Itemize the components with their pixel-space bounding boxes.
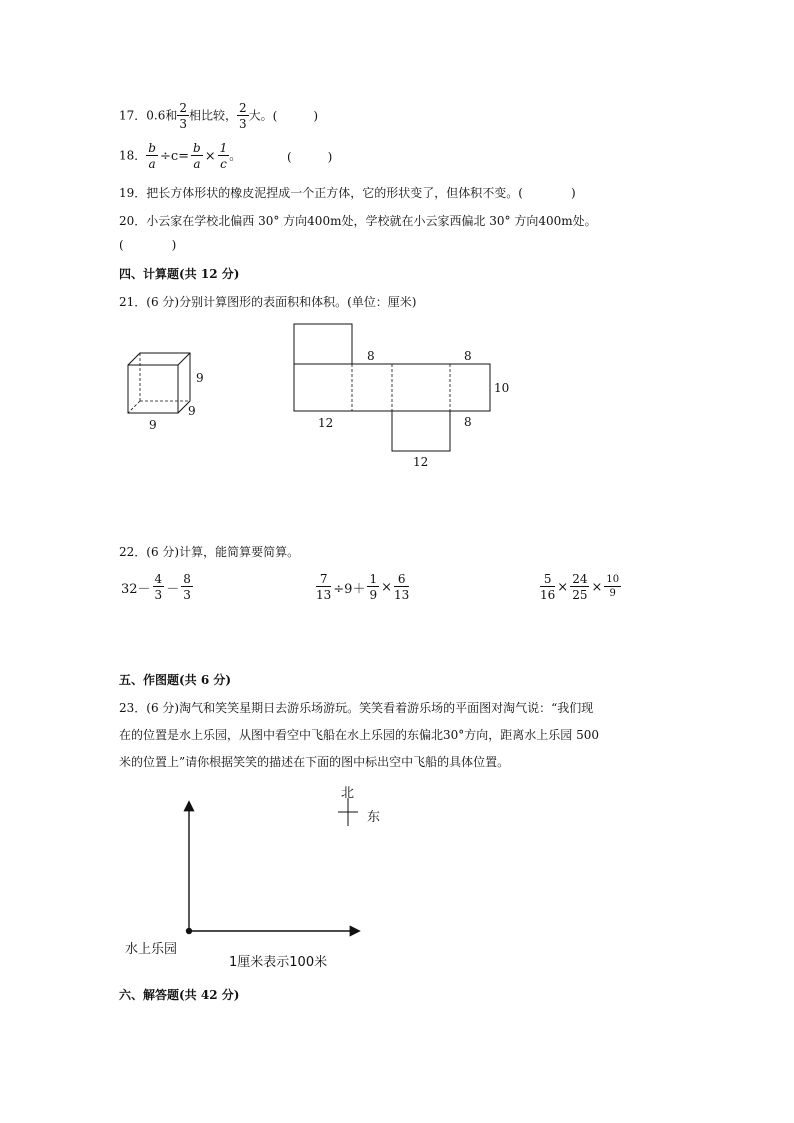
fraction-10-9: $\frac{10}{9}$: [606, 574, 620, 599]
origin-point: [186, 928, 192, 934]
box-net-figure: [290, 320, 500, 455]
question-22: 22．(6 分)计算，能简算要简算。: [119, 545, 300, 559]
net-label-10: 10: [494, 381, 510, 395]
map-figure: [160, 795, 370, 940]
q20-answer-blank[interactable]: ( ): [119, 238, 177, 252]
cube-figure: [118, 345, 228, 435]
fraction-7-13: $\frac{7}{13}$: [316, 572, 332, 602]
cube-hidden-depth: [128, 401, 140, 413]
expr1-lead: 32－: [121, 581, 151, 597]
fraction-6-13: $\frac{6}{13}$: [394, 572, 410, 602]
net-label-12-left: 12: [318, 416, 334, 430]
fraction-8-3: $\frac{8}{3}$: [183, 572, 191, 602]
question-19: [119, 184, 576, 201]
fraction-5-16: $\frac{5}{16}$: [540, 572, 556, 602]
question-17: [119, 102, 318, 130]
question-20: 20．小云家在学校北偏西 30° 方向400m处，学校就在小云家西偏北 30° 方向400m处。: [119, 214, 597, 228]
net-label-12-bottom: 12: [413, 455, 429, 469]
compass-east-label: 东: [367, 810, 381, 825]
net-label-8-right: 8: [464, 349, 472, 363]
question-23-line-3: 米的位置上”请你根据笑笑的描述在下面的图中标出空中飞船的具体位置。: [119, 755, 510, 769]
section-5-title: 五、作图题(共 6 分): [119, 673, 232, 687]
origin-label: 水上乐园: [125, 942, 178, 957]
net-top-face: [294, 324, 352, 364]
fraction-1-over-c: $\frac{1}{c}$: [219, 141, 228, 171]
section-4-title: 四、计算题(共 12 分): [119, 267, 240, 281]
fraction-4-3: $\frac{4}{3}$: [154, 572, 163, 602]
fraction-b-over-a: $\frac{b}{a}$: [148, 141, 156, 171]
q18-answer-blank[interactable]: ( ): [287, 150, 333, 164]
q19-text: 19．把长方体形状的橡皮泥捏成一个正方体，它的形状变了，但体积不变。: [119, 186, 519, 200]
compass-north-label: 北: [341, 786, 355, 801]
expr3-times-2: ×: [591, 579, 603, 595]
net-bottom-face: [392, 411, 450, 451]
q18-end: 。: [229, 148, 242, 163]
net-label-8-lower: 8: [464, 415, 472, 429]
q18-times: ×: [204, 148, 216, 164]
question-23-line-1: 23．(6 分)淘气和笑笑星期日去游乐场游玩。笑笑看着游乐场的平面图对淘气说：“我们现: [119, 701, 594, 715]
question-23-line-2: 在的位置是水上乐园，从图中看空中飞船在水上乐园的东偏北30°方向，距离水上乐园 500: [119, 728, 599, 742]
net-label-8-left: 8: [367, 349, 375, 363]
fraction-24-25: $\frac{24}{25}$: [572, 572, 588, 602]
fraction-b-over-a-2: $\frac{b}{a}$: [193, 141, 201, 171]
expr1-minus: －: [166, 581, 180, 597]
scale-label: 1厘米表示100米: [229, 955, 328, 970]
q19-answer-blank[interactable]: ( ): [518, 186, 576, 200]
cube-label-height: 9: [196, 371, 204, 385]
expression-1: [119, 573, 193, 601]
q18-divide: ÷c=: [159, 148, 190, 164]
expr2-div-plus: ÷9＋: [333, 581, 366, 597]
expression-2: [316, 573, 409, 601]
q17-middle: 相比较，: [189, 108, 238, 123]
cube-top-right-edge: [178, 353, 190, 365]
fraction-1-9: $\frac{1}{9}$: [369, 572, 378, 602]
q18-number: 18．: [119, 148, 147, 163]
q17-post: 大。: [248, 108, 273, 123]
expr2-times: ×: [381, 579, 392, 595]
expression-3: [540, 573, 621, 601]
fraction-two-thirds: $\frac{2}{3}$: [179, 101, 187, 131]
expr3-times-1: ×: [557, 579, 569, 595]
fraction-two-thirds-2: $\frac{2}{3}$: [239, 101, 247, 131]
q17-prefix: 17．0.6和: [119, 108, 178, 123]
cube-label-depth: 9: [188, 404, 196, 418]
question-18: [119, 142, 241, 170]
cube-label-width: 9: [149, 418, 157, 432]
q17-answer-blank[interactable]: ( ): [272, 108, 319, 123]
question-21: 21．(6 分)分别计算图形的表面积和体积。(单位：厘米): [119, 295, 417, 309]
section-6-title: 六、解答题(共 42 分): [119, 988, 240, 1002]
